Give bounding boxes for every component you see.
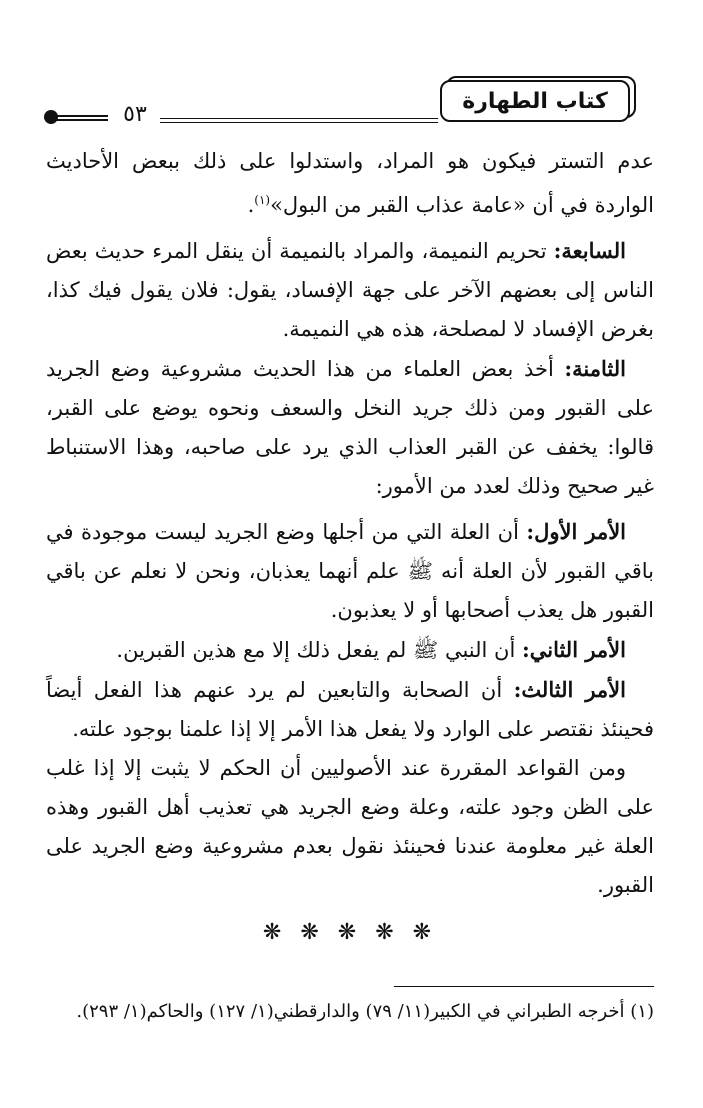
- book-title: كتاب الطهارة: [440, 80, 630, 122]
- footnote-ref: (١): [254, 193, 271, 207]
- page-number: ٥٣: [123, 102, 147, 127]
- page-header: [0, 0, 703, 140]
- paragraph-first-matter: الأمر الأول: أن العلة التي من أجلها وضع الجريد ليست موجودة في باقي القبور لأن العلة أنه ﷺ علم أنهما يعذبان، ونحن لا نعلم عن باقي القبور هل يعذب أصحابها أو لا يعذبون.: [46, 519, 654, 622]
- paragraph-1: عدم التستر فيكون هو المراد، واستدلوا على ذلك ببعض الأحاديث الواردة في أن «عامة عذاب القبر من البول»$^{(١)}$.: [46, 149, 654, 217]
- header-ornament: [44, 108, 110, 126]
- footnote-rule: [394, 986, 654, 987]
- third-matter-label: الأمر الثالث:: [513, 677, 626, 702]
- paragraph-third-matter: الأمر الثالث: أن الصحابة والتابعين لم يرد عنهم هذا الفعل أيضاً فحينئذ نقتصر على الوارد ولا يفعل هذا الأمر إلا إذا علمنا بوجود علته.: [46, 677, 654, 741]
- paragraph-seventh: السابعة: تحريم النميمة، والمراد بالنميمة أن ينقل المرء حديث بعض الناس إلى بعضهم الآخر على جهة الإفساد، يقول: فلان يقول فيك كذا، بغرض الإفساد لا لمصلحة، هذه هي النميمة.: [46, 238, 654, 341]
- seventh-label: السابعة:: [553, 238, 626, 263]
- footnote: (١) أخرجه الطبراني في الكبير(١١/ ٧٩) والدارقطني(١/ ١٢٧) والحاكم(١/ ٢٩٣).: [76, 1001, 654, 1022]
- first-matter-label: الأمر الأول:: [526, 519, 627, 544]
- second-matter-label: الأمر الثاني:: [521, 637, 626, 662]
- eighth-label: الثامنة:: [564, 356, 626, 381]
- page-body: [46, 142, 654, 952]
- section-separator: ❋ ❋ ❋ ❋ ❋: [262, 920, 438, 945]
- paragraph-eighth: الثامنة: أخذ بعض العلماء من هذا الحديث مشروعية وضع الجريد على القبور ومن ذلك جريد النخل والسعف ونحوه يوضع على القبر، قالوا: يخفف عن القبر العذاب الذي يرد على صاحبه، وهذا الاستنباط غير صحيح وذلك لعدد من الأمور:: [46, 356, 654, 498]
- paragraph-rule: ومن القواعد المقررة عند الأصوليين أن الحكم لا يثبت إلا إذا غلب على الظن وجود علته، وعلة وضع الجريد هي تعذيب أهل القبور وهذه العلة غير معلومة عندنا فحينئذ نقول بعدم مشروعية وضع الجريد على القبور.: [46, 756, 654, 897]
- header-rule-top: [160, 118, 438, 119]
- header-rule-bottom: [160, 122, 438, 123]
- paragraph-second-matter: الأمر الثاني: أن النبي ﷺ لم يفعل ذلك إلا مع هذين القبرين.: [116, 637, 626, 662]
